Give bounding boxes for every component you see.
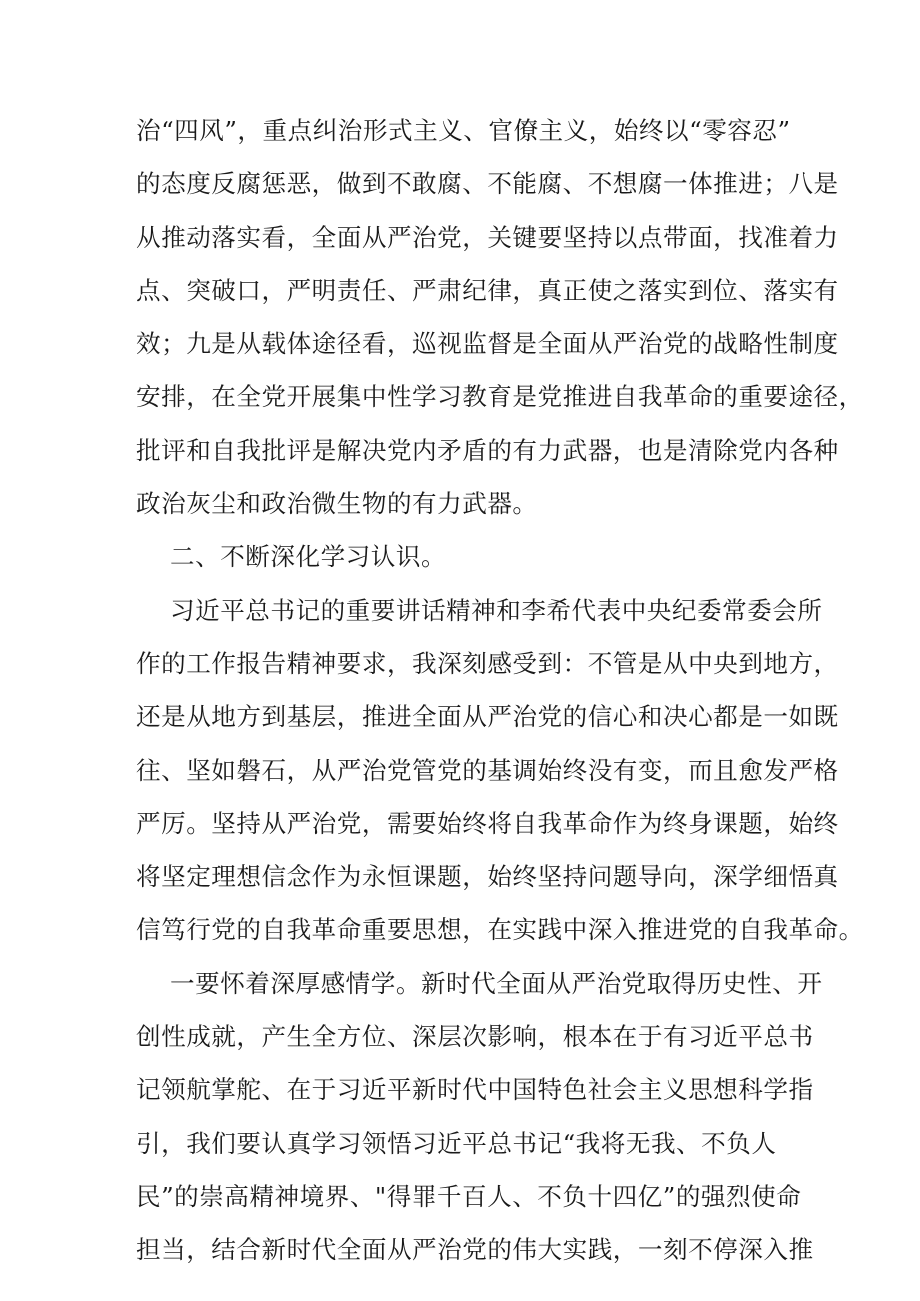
text-line: 安排，在全党开展集中性学习教育是党推进自我革命的重要途径， bbox=[136, 382, 864, 412]
text-line: 批评和自我批评是解决党内矛盾的有力武器，也是清除党内各种 bbox=[136, 435, 839, 465]
text-line: 引，我们要认真学习领悟习近平总书记“我将无我、不负人 bbox=[136, 1128, 777, 1158]
text-line: 的态度反腐惩恶，做到不敢腐、不能腐、不想腐一体推进；八是 bbox=[136, 169, 839, 199]
text-line: 信笃行党的自我革命重要思想，在实践中深入推进党的自我革命。 bbox=[136, 915, 864, 945]
text-line: 往、坚如磐石，从严治党管党的基调始终没有变，而且愈发严格 bbox=[136, 755, 839, 785]
text-line: 创性成就，产生全方位、深层次影响，根本在于有习近平总书 bbox=[136, 1022, 814, 1052]
text-line: 点、突破口，严明责任、严肃纪律，真正使之落实到位、落实有 bbox=[136, 275, 839, 305]
text-line: 治“四风”，重点纠治形式主义、官僚主义，始终以“零容忍” bbox=[136, 116, 791, 145]
section-heading: 二、不断深化学习认识。 bbox=[170, 542, 447, 572]
text-line: 政治灰尘和政治微生物的有力武器。 bbox=[136, 489, 538, 519]
text-line: 从推动落实看，全面从严治党，关键要坚持以点带面，找准着力 bbox=[136, 222, 839, 252]
text-line: 严厉。坚持从严治党，需要始终将自我革命作为终身课题，始终 bbox=[136, 808, 839, 838]
text-line: 效；九是从载体途径看，巡视监督是全面从严治党的战略性制度 bbox=[136, 329, 839, 359]
text-line: 作的工作报告精神要求，我深刻感受到：不管是从中央到地方， bbox=[136, 648, 839, 678]
text-line: 还是从地方到基层，推进全面从严治党的信心和决心都是一如既 bbox=[136, 702, 839, 732]
text-line: 习近平总书记的重要讲话精神和李希代表中央纪委常委会所 bbox=[170, 595, 823, 625]
text-line: 担当，结合新时代全面从严治党的伟大实践，一刻不停深入推 bbox=[136, 1235, 814, 1265]
text-line: 记领航掌舵、在于习近平新时代中国特色社会主义思想科学指 bbox=[136, 1075, 814, 1105]
text-line: 一要怀着深厚感情学。新时代全面从严治党取得历史性、开 bbox=[170, 968, 823, 998]
body-text bbox=[136, 104, 864, 1277]
text-line: 民”的崇高精神境界、"得罪千百人、不负十四亿”的强烈使命 bbox=[136, 1181, 802, 1211]
text-line: 将坚定理想信念作为永恒课题，始终坚持问题导向，深学细悟真 bbox=[136, 862, 839, 892]
